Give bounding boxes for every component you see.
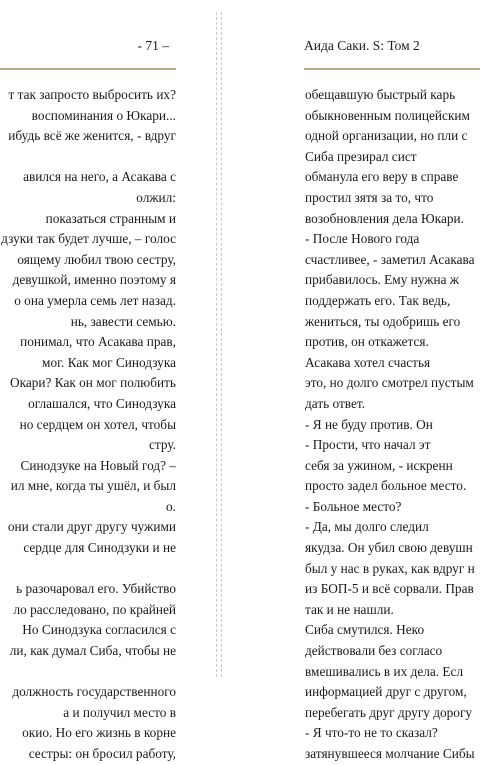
text-line: обманула его веру в справе (305, 169, 459, 185)
text-line: - После Нового года (305, 231, 420, 247)
text-line: так и не нашли. (305, 601, 394, 617)
text-line: оящему любил твою сестру, (17, 251, 176, 267)
text-line: мог. Как мог Синодзука (42, 354, 176, 370)
text-line: Окари? Как он мог полюбить (10, 375, 176, 391)
text-line: якудза. Он убил свою девушн (305, 540, 473, 556)
text-line: ил мне, когда ты ушёл, и был (10, 478, 176, 494)
text-line: дать ответ. (305, 395, 366, 411)
text-line: возобновления дела Юкари. (305, 210, 464, 226)
text-line: олжил: (136, 189, 176, 205)
text-line (1, 147, 176, 168)
page-number: - 71 – (137, 38, 169, 53)
text-line: поддержать его. Так ведь, (305, 292, 451, 308)
text-line: это, но долго смотрел пустым (305, 375, 474, 391)
text-line: действовали без согласо (305, 643, 443, 659)
text-line: девушкой, именно поэтому я (12, 272, 176, 288)
text-line: был у нас в руках, как вдруг н (305, 560, 475, 576)
text-line: оглашался, что Синодзука (28, 395, 176, 411)
text-line: - Я не буду против. Он (305, 416, 433, 432)
text-line: стру. (149, 437, 176, 453)
text-line: ло расследовано, по крайней (13, 601, 176, 617)
text-line: понимал, что Асакава прав, (20, 334, 176, 350)
text-line: т так запросто выбросить их? (8, 87, 176, 102)
text-line: авился на него, а Асакава с (23, 169, 176, 185)
header-rule (304, 68, 480, 70)
left-page-text (1, 85, 176, 765)
text-line: обещавшую быстрый карь (305, 87, 456, 102)
text-line: одной организации, но пли с (305, 128, 468, 144)
text-line: - Да, мы долго следил (305, 519, 429, 535)
text-line: - Прости, что начал эт (305, 437, 431, 453)
text-line: ли, как думал Сиба, чтобы не (9, 643, 176, 659)
right-page-text (305, 85, 475, 765)
text-line: Сиба смутился. Неко (305, 622, 425, 638)
text-line: простил зятя за то, что (305, 189, 434, 205)
text-line: сердце для Синодзуки и не (23, 540, 176, 556)
text-line: - Я что-то не то сказал? (305, 725, 438, 741)
left-page (0, 0, 203, 761)
text-line: они стали друг другу чужими (7, 519, 176, 535)
text-line (1, 559, 176, 580)
text-line: ь разочаровал его. Убийство (16, 581, 176, 597)
running-title: Аида Саки. S: Том 2 (304, 38, 420, 53)
text-line: ибудь всё же женится, - вдруг (8, 128, 176, 144)
text-line: Асакава хотел счастья (305, 354, 431, 370)
header-rule (0, 68, 176, 70)
text-line: против, он откажется. (305, 334, 429, 350)
text-line: из БОП-5 и всё сорвали. Прав (305, 581, 474, 597)
text-line: жениться, ты одобришь его (305, 313, 461, 329)
text-line: перебегать друг другу дорогу (305, 704, 473, 720)
text-line: но сердцем он хотел, чтобы (19, 416, 176, 432)
text-line: Но Синодзука согласился с (22, 622, 176, 638)
text-line (1, 662, 176, 683)
right-page (265, 0, 480, 761)
page-gutter-fold (221, 12, 222, 677)
text-line: окио. Но его жизнь в корне (22, 725, 176, 741)
text-line: - Больное место? (305, 498, 402, 514)
text-line: дзуки так будет лучше, – голос (1, 231, 176, 247)
text-line: прибавилось. Ему нужна ж (305, 272, 459, 288)
text-line: о она умерла семь лет назад. (14, 292, 176, 308)
text-line: просто задел больное место. (305, 478, 467, 494)
text-line: Синодзуке на Новый год? – (20, 457, 176, 473)
text-line: должность государственного (12, 684, 176, 700)
text-line: обыкновенным полицейским (305, 107, 470, 123)
text-line: о. (166, 498, 176, 514)
page-gutter-fold (216, 12, 217, 677)
text-line: себя за ужином, - искренн (305, 457, 453, 473)
text-line: воспоминания о Юкари... (31, 107, 176, 123)
text-line: затянувшееся молчание Сибы (305, 746, 475, 761)
text-line: вмешивались в их дела. Есл (305, 663, 464, 679)
text-line: показаться странным и (45, 210, 176, 226)
text-line: информацией друг с другом, (305, 684, 467, 700)
text-line: счастливее, - заметил Асакава (305, 251, 475, 267)
text-line: сестры: он бросил работу, (28, 746, 176, 761)
text-line: а и получил место в (63, 704, 176, 720)
text-line: нь, завести семью. (70, 313, 176, 329)
text-line: Сиба презирал сист (305, 148, 417, 164)
